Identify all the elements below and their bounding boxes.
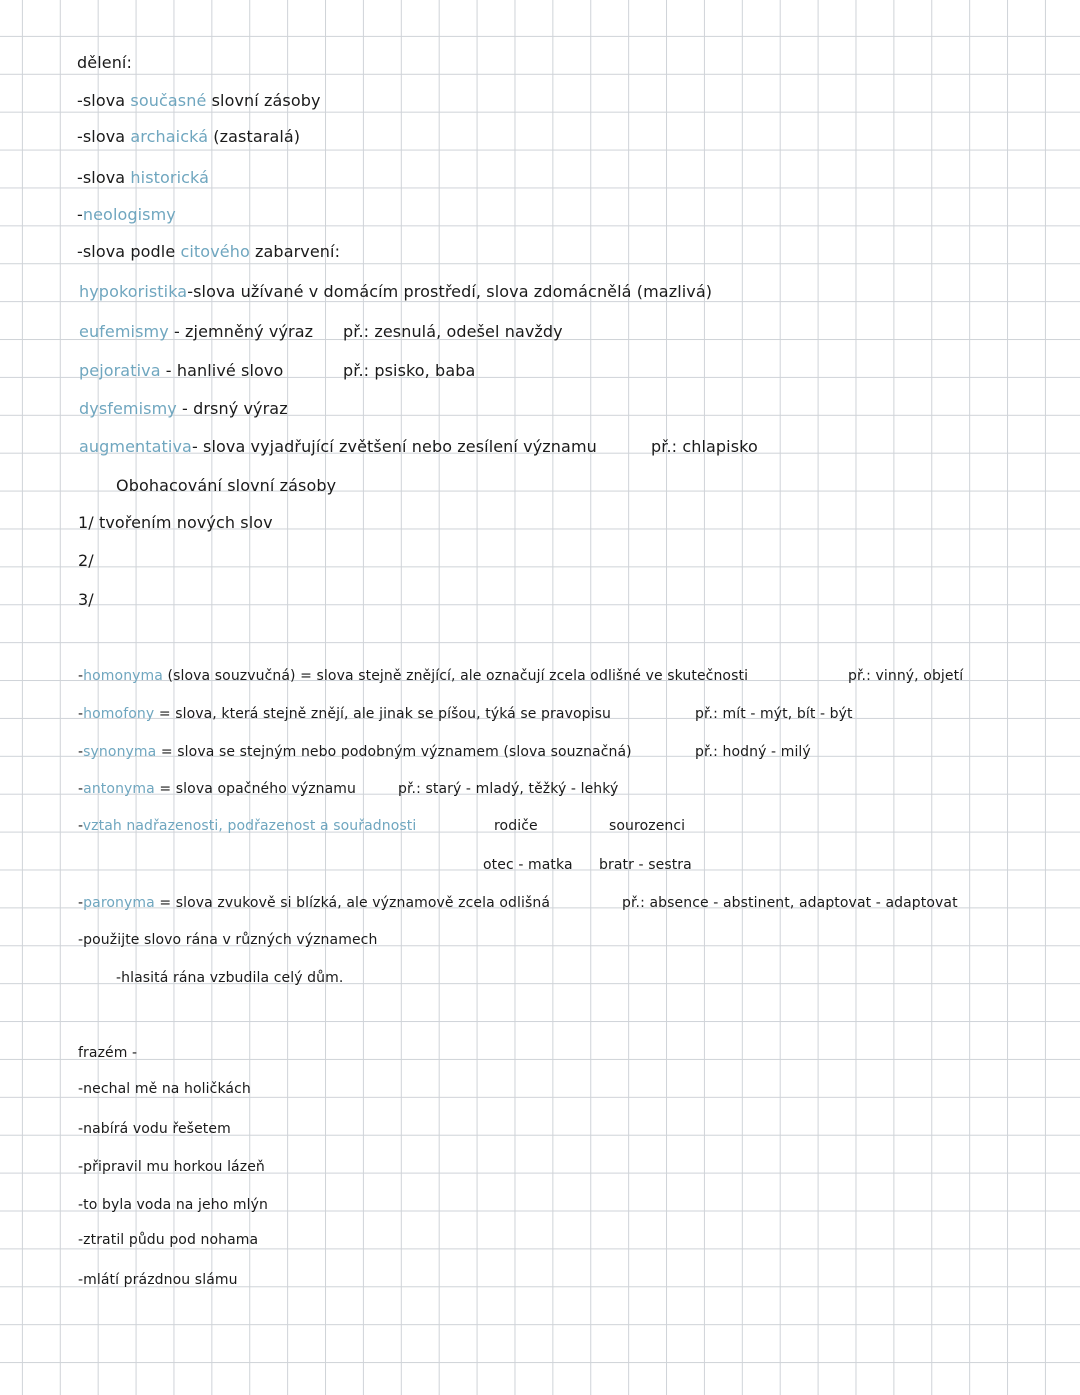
- deleni-title: dělení:: [77, 53, 132, 72]
- example-text: př.: chlapisko: [651, 437, 758, 456]
- deleni-item: [77, 242, 340, 262]
- example-text: př.: starý - mladý, těžký - lehký: [398, 781, 619, 797]
- vztah-item: [78, 742, 632, 762]
- highlighted-term: synonyma: [83, 744, 157, 760]
- frazem-item: -ztratil půdu pod nohama: [78, 1232, 259, 1248]
- highlighted-term: dysfemismy: [79, 399, 177, 418]
- obohacovani-heading: Obohacování slovní zásoby: [116, 476, 337, 495]
- term-definition: = slova zvukově si blízká, ale významově zcela odlišná: [154, 895, 551, 911]
- hierarchy-coordinate: sourozenci: [609, 818, 686, 834]
- frazem-item: -nabírá vodu řešetem: [78, 1121, 231, 1137]
- frazem-item: -nechal mě na holičkách: [78, 1081, 251, 1097]
- item-text: -: [78, 781, 84, 797]
- paronyma-item: [78, 893, 550, 913]
- hierarchy-superordinate: rodiče: [494, 818, 538, 834]
- obohacovani-item: 3/: [78, 590, 94, 609]
- item-text: (zastaralá): [208, 127, 301, 146]
- frazem-title: frazém -: [78, 1045, 138, 1061]
- obohacovani-item: 1/ tvořením nových slov: [78, 513, 273, 532]
- item-text: -: [77, 205, 83, 224]
- rana-task: -použijte slovo rána v různých významech: [78, 932, 378, 948]
- highlighted-term: pejorativa: [79, 361, 161, 380]
- vztah-item: [78, 779, 356, 799]
- item-text: -: [78, 668, 84, 684]
- term-definition: - zjemněný výraz: [168, 322, 314, 341]
- term-definition: - hanlivé slovo: [160, 361, 284, 380]
- frazem-item: -mlátí prázdnou slámu: [78, 1272, 238, 1288]
- frazem-item: -to byla voda na jeho mlýn: [78, 1197, 268, 1213]
- highlighted-term: historická: [130, 168, 209, 187]
- example-text: př.: psisko, baba: [343, 361, 476, 380]
- item-text: -: [78, 744, 84, 760]
- item-text: -: [78, 818, 83, 834]
- highlighted-term: homonyma: [83, 668, 163, 684]
- term-definition: = slova se stejným nebo podobným významem (slova souznačná): [156, 744, 632, 760]
- vztah-item: [78, 666, 748, 686]
- example-text: př.: zesnulá, odešel navždy: [343, 322, 563, 341]
- example-text: př.: mít - mýt, bít - být: [695, 706, 853, 722]
- deleni-item: [77, 127, 300, 147]
- deleni-item: [77, 168, 209, 188]
- citove-item: [79, 437, 597, 457]
- item-text: -slova: [77, 91, 131, 110]
- citove-item: [79, 361, 283, 381]
- highlighted-term: vztah nadřazenosti, podřazenost a souřadnosti: [82, 818, 417, 834]
- item-text: -slova: [77, 168, 131, 187]
- deleni-item: [77, 91, 321, 111]
- citove-item: [79, 399, 288, 419]
- vztah-item: [78, 816, 416, 836]
- hierarchy-subordinate: otec - matka: [483, 857, 573, 873]
- deleni-item: [77, 205, 176, 225]
- item-text: slovní zásoby: [206, 91, 321, 110]
- citove-item: [79, 322, 313, 342]
- frazem-item: -připravil mu horkou lázeň: [78, 1159, 265, 1175]
- term-definition: (slova souzvučná) = slova stejně znějící, ale označují zcela odlišné ve skutečnosti: [162, 668, 749, 684]
- term-definition: - slova vyjadřující zvětšení nebo zesílení významu: [191, 437, 597, 456]
- highlighted-term: homofony: [83, 706, 155, 722]
- example-text: př.: absence - abstinent, adaptovat - adaptovat: [622, 895, 958, 911]
- highlighted-term: neologismy: [82, 205, 176, 224]
- highlighted-term: antonyma: [83, 781, 155, 797]
- rana-example: -hlasitá rána vzbudila celý dům.: [116, 970, 344, 986]
- example-text: př.: hodný - milý: [695, 744, 811, 760]
- example-text: př.: vinný, objetí: [848, 668, 964, 684]
- item-text: -: [78, 706, 84, 722]
- highlighted-term: citového: [180, 242, 250, 261]
- highlighted-term: hypokoristika: [79, 282, 188, 301]
- item-text: zabarvení:: [249, 242, 341, 261]
- term-definition: = slova opačného významu: [154, 781, 357, 797]
- item-text: -slova podle: [77, 242, 181, 261]
- term-definition: -slova užívané v domácím prostředí, slova zdomácnělá (mazlivá): [187, 282, 713, 301]
- hierarchy-subordinate: bratr - sestra: [599, 857, 692, 873]
- term-definition: = slova, která stejně znějí, ale jinak se píšou, týká se pravopisu: [154, 706, 611, 722]
- highlighted-term: augmentativa: [79, 437, 192, 456]
- highlighted-term: paronyma: [83, 895, 155, 911]
- citove-item: [79, 282, 712, 302]
- term-definition: - drsný výraz: [176, 399, 288, 418]
- highlighted-term: eufemismy: [79, 322, 169, 341]
- obohacovani-item: 2/: [78, 551, 94, 570]
- item-text: -: [78, 895, 84, 911]
- vztah-item: [78, 704, 611, 724]
- highlighted-term: současné: [130, 91, 207, 110]
- highlighted-term: archaická: [130, 127, 209, 146]
- item-text: -slova: [77, 127, 131, 146]
